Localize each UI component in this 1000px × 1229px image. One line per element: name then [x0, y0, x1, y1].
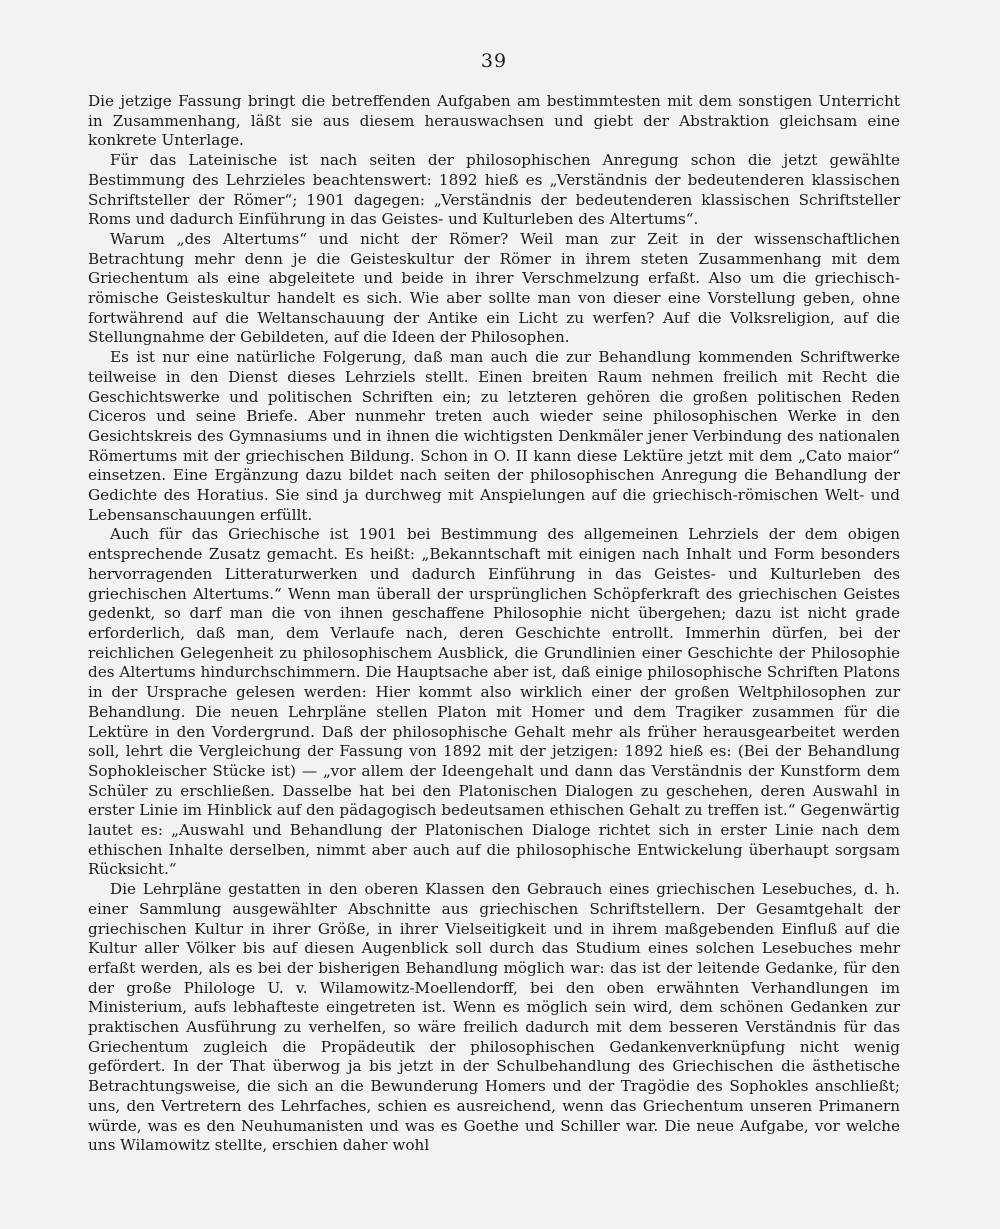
paragraph-4: Es ist nur eine natürliche Folgerung, daß man auch die zur Behandlung kommenden Schriftwerke teilweise in den Dienst dieses Lehrziels stellt. Einen breiten Raum nehmen freilich mit Recht die Geschichtswerke und politischen Schriften ein; zu letzteren gehören die großen politischen Reden Ciceros und seine Briefe. Aber nunmehr treten auch wieder seine philosophischen Werke in den Gesichtskreis des Gymnasiums und in ihnen die wichtigsten Denkmäler jener Verbindung des nationalen Römertums mit der griechischen Bildung. Schon in O. II kann diese Lektüre jetzt mit dem „Cato maior“ einsetzen. Eine Ergänzung dazu bildet nach seiten der philosophischen Anregung die Behandlung der Gedichte des Horatius. Sie sind ja durchweg mit Anspielungen auf die griechisch-römischen Welt- und Lebensanschauungen erfüllt.	[88, 348, 900, 524]
paragraph-5: Auch für das Griechische ist 1901 bei Bestimmung des allgemeinen Lehrziels der dem obigen entsprechende Zusatz gemacht. Es heißt: „Bekanntschaft mit einigen nach Inhalt und Form besonders hervorragenden Litteraturwerken und dadurch Einführung in das Geistes- und Kulturleben des griechischen Altertums.“ Wenn man überall der ursprünglichen Schöpferkraft des griechischen Geistes gedenkt, so darf man die von ihnen geschaffene Philosophie nicht übergehen; dazu ist nicht grade erforderlich, daß man, dem Verlaufe nach, deren Geschichte entrollt. Immerhin dürfen, bei der reichlichen Gelegenheit zu philosophischem Ausblick, die Grundlinien einer Geschichte der Philosophie des Altertums hindurchschimmern. Die Hauptsache aber ist, daß einige philosophische Schriften Platons in der Ursprache gelesen werden: Hier kommt also wirklich einer der großen Weltphilosophen zur Behandlung. Die neuen Lehrpläne stellen Platon mit Homer und dem Tragiker zusammen für die Lektüre in den Vordergrund. Daß der philosophische Gehalt mehr als früher herausgearbeitet werden soll, lehrt die Vergleichung der Fassung von 1892 mit der jetzigen: 1892 hieß es: (Bei der Behandlung Sophokleischer Stücke ist) — „vor allem der Ideengehalt und dann das Verständnis der Kunstform dem Schüler zu erschließen. Dasselbe hat bei den Platonischen Dialogen zu geschehen, deren Auswahl in erster Linie im Hinblick auf den pädagogisch bedeutsamen ethischen Gehalt zu treffen ist.“ Gegenwärtig lautet es: „Auswahl und Behandlung der Platonischen Dialoge richtet sich in erster Linie nach dem ethischen Inhalte derselben, nimmt aber auch auf die philosophische Entwickelung überhaupt sorgsam Rücksicht.“	[88, 525, 900, 879]
page-number: 39	[480, 50, 508, 72]
paragraph-3: Warum „des Altertums“ und nicht der Römer? Weil man zur Zeit in der wissenschaftlichen Betrachtung mehr denn je die Geisteskultur der Römer in ihrem steten Zusammenhang mit dem Griechentum als eine abgeleitete und beide in ihrer Verschmelzung erfaßt. Also um die griechisch-römische Geisteskultur handelt es sich. Wie aber sollte man von dieser eine Vorstellung geben, ohne fortwährend auf die Weltanschauung der Antike ein Licht zu werfen? Auf die Volksreligion, auf die Stellungnahme der Gebildeten, auf die Ideen der Philosophen.	[88, 229, 900, 347]
paragraph-1: Die jetzige Fassung bringt die betreffenden Aufgaben am bestimmtesten mit dem sonstigen Unterricht in Zusammenhang, läßt sie aus diesem herauswachsen und giebt der Abstraktion gleichsam eine konkrete Unterlage.	[88, 92, 900, 150]
paragraph-2: Für das Lateinische ist nach seiten der philosophischen Anregung schon die jetzt gewählte Bestimmung des Lehrzieles beachtenswert: 1892 hieß es „Verständnis der bedeutenderen klassischen Schriftsteller der Römer“; 1901 dagegen: „Verständnis der bedeutenderen klassischen Schriftsteller Roms und dadurch Einführung in das Geistes- und Kulturleben des Altertums“.	[88, 151, 900, 229]
paragraph-6: Die Lehrpläne gestatten in den oberen Klassen den Gebrauch eines griechischen Lesebuches, d. h. einer Sammlung ausgewählter Abschnitte aus griechischen Schriftstellern. Der Gesamtgehalt der griechischen Kultur in ihrer Größe, in ihrer Vielseitigkeit und in ihrem maßgebenden Einfluß auf die Kultur aller Völker bis auf diesen Augenblick soll durch das Studium eines solchen Lesebuches mehr erfaßt werden, als es bei der bisherigen Behandlung möglich war: das ist der leitende Gedanke, für den der große Philologe U. v. Wilamowitz-Moellendorff, bei den oben erwähnten Verhandlungen im Ministerium, aufs lebhafteste eingetreten ist. Wenn es möglich sein wird, dem schönen Gedanken zur praktischen Ausführung zu verhelfen, so wäre freilich dadurch mit dem besseren Verständnis für das Griechentum zugleich die Propädeutik der philosophischen Gedankenverknüpfung nicht wenig gefördert. In der That überwog ja bis jetzt in der Schulbehandlung des Griechischen die ästhetische Betrachtungsweise, die sich an die Bewunderung Homers und der Tragödie des Sophokles anschließt; uns, den Vertretern des Lehrfaches, schien es ausreichend, wenn das Griechentum unseren Primanern würde, was es den Neuhumanisten und was es Goethe und Schiller war. Die neue Aufgabe, vor welche uns Wilamowitz stellte, erschien daher wohl	[88, 880, 900, 1155]
